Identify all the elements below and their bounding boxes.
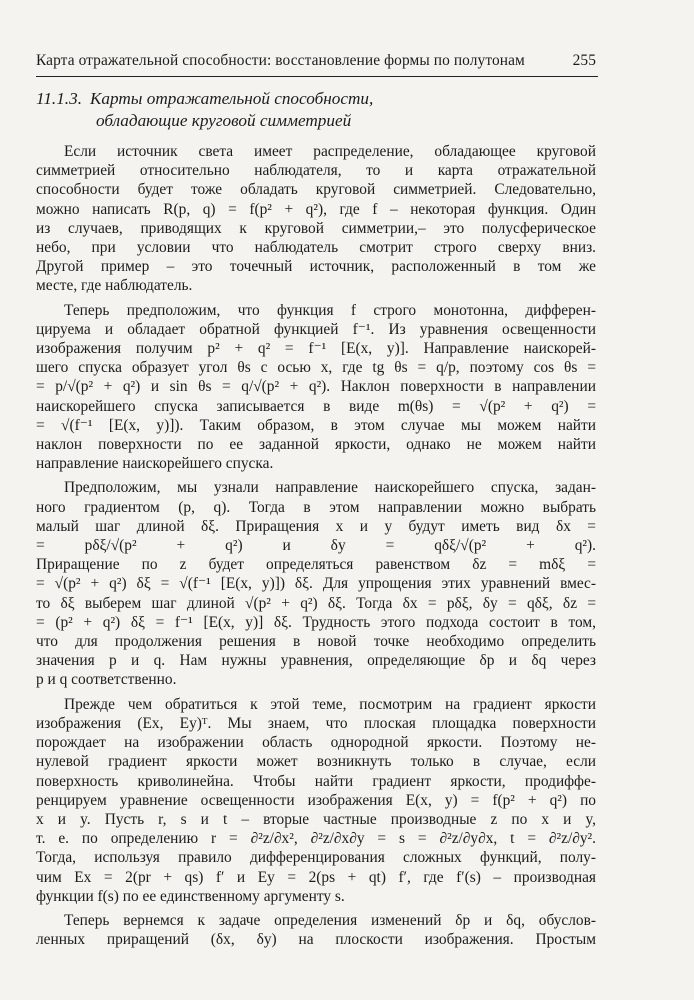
text-line: = p/√(p² + q²) и sin θs = q/√(p² + q²). Наклон поверхности в направлении <box>36 378 596 396</box>
text-line: что для продолжения решения в новой точке необходимо определить <box>36 633 596 651</box>
text-line: шего спуска образует угол θs с осью x, где tg θs = q/p, поэтому cos θs = <box>36 359 596 377</box>
text-line: ренцируем уравнение освещенности изображения E(x, y) = f(p² + q²) по <box>36 791 596 809</box>
text-line: Теперь вернемся к задаче определения изменений δp и δq, обуслов- <box>64 911 596 929</box>
text-line: Тогда, используя правило дифференцирования сложных функций, полу- <box>36 849 596 867</box>
running-title: Карта отражательной способности: восстановление формы по полутонам <box>36 52 525 69</box>
text-line: x и y. Пусть r, s и t – вторые частные производные z по x и y, <box>36 810 596 828</box>
text-line: p и q соответственно. <box>36 671 177 689</box>
text-line: Если источник света имеет распределение, обладающее круговой <box>64 143 596 160</box>
paragraph <box>36 301 596 474</box>
text-line: чим Ex = 2(pr + qs) f′ и Ey = 2(ps + qt) f′, где f′(s) – производная <box>36 868 596 886</box>
paragraph <box>36 911 596 949</box>
text-line: месте, где наблюдатель. <box>36 277 193 295</box>
header-rule <box>36 76 598 77</box>
text-line: направление наискорейшего спуска. <box>36 455 274 473</box>
text-line: = pδξ/√(p² + q²) и δy = qδξ/√(p² + q²). <box>36 537 596 555</box>
section-heading <box>36 88 596 132</box>
running-header <box>36 52 596 70</box>
text-line: можно написать R(p, q) = f(p² + q²), где f – некоторая функция. Один <box>36 200 596 218</box>
text-line: то δξ выберем шаг длиной √(p² + q²) δξ. Тогда δx = pδξ, δy = qδξ, δz = <box>36 594 596 612</box>
text-line: наискорейшего спуска записывается в виде m(θs) = √(p² + q²) = <box>36 397 596 415</box>
text-line: малый шаг длиной δξ. Приращения x и y будут иметь вид δx = <box>36 517 596 535</box>
page-number: 255 <box>572 52 596 69</box>
text-line: = √(p² + q²) δξ = √(f⁻¹ [E(x, y)]) δξ. Для упрощения этих уравнений вмес- <box>36 575 596 593</box>
text-line: ленных приращений (δx, δy) на плоскости изображения. Простым <box>36 931 596 949</box>
text-line: ного градиентом (p, q). Тогда в этом направлении можно выбрать <box>36 498 596 516</box>
text-line: поверхность криволинейна. Чтобы найти градиент яркости, продиффе- <box>36 772 596 790</box>
section-number: 11.1.3. <box>36 89 82 108</box>
text-line: наклон поверхности по ее заданной яркости, однако не можем найти <box>36 436 596 454</box>
text-line: = (p² + q²) δξ = f⁻¹ [E(x, y)] δξ. Трудность этого подхода состоит в том, <box>36 613 596 631</box>
text-line: Предположим, мы узнали направление наискорейшего спуска, задан- <box>64 479 596 497</box>
text-line: = √(f⁻¹ [E(x, y)]). Таким образом, в этом случае мы можем найти <box>36 416 596 434</box>
text-line: изображения получим p² + q² = f⁻¹ [E(x, y)]. Направление наискорей- <box>36 340 596 358</box>
text-line: функции f(s) по ее единственному аргументу s. <box>36 887 345 905</box>
text-line: небо, при условии что наблюдатель смотрит строго сверху вниз. <box>36 239 596 257</box>
paragraph <box>36 695 596 906</box>
text-line: т. е. по определению r = ∂²z/∂x², ∂²z/∂x∂y = s = ∂²z/∂y∂x, t = ∂²z/∂y². <box>36 830 596 848</box>
body-text <box>36 142 596 949</box>
section-title-line-2: обладающие круговой симметрией <box>96 111 352 130</box>
text-line: Прежде чем обратиться к этой теме, посмотрим на градиент яркости <box>64 695 596 713</box>
text-line: способности будет тоже обладать круговой симметрией. Следовательно, <box>36 181 596 199</box>
text-line: значения p и q. Нам нужны уравнения, определяющие δp и δq через <box>36 652 596 670</box>
section-title-line-1: Карты отражательной способности, <box>90 89 374 108</box>
text-line: Теперь предположим, что функция f строго монотонна, дифферен- <box>64 301 596 319</box>
paragraph <box>36 142 596 296</box>
text-line: Приращение по z будет определяться равенством δz = mδξ = <box>36 556 596 574</box>
text-line: из случаев, приводящих к круговой симметрии,– это полусферическое <box>36 219 596 237</box>
text-line: симметрией относительно наблюдателя, то и карта отражательной <box>36 162 596 180</box>
text-line: цируема и обладает обратной функцией f⁻¹. Из уравнения освещенности <box>36 320 596 338</box>
text-line: нулевой градиент яркости может возникнуть только в случае, если <box>36 753 596 771</box>
paragraph <box>36 478 596 689</box>
text-line: Другой пример – это точечный источник, расположенный в том же <box>36 258 596 276</box>
text-line: изображения (Ex, Ey)ᵀ. Мы знаем, что плоская площадка поверхности <box>36 714 596 732</box>
text-line: порождает на изображении область однородной яркости. Поэтому не- <box>36 734 596 752</box>
